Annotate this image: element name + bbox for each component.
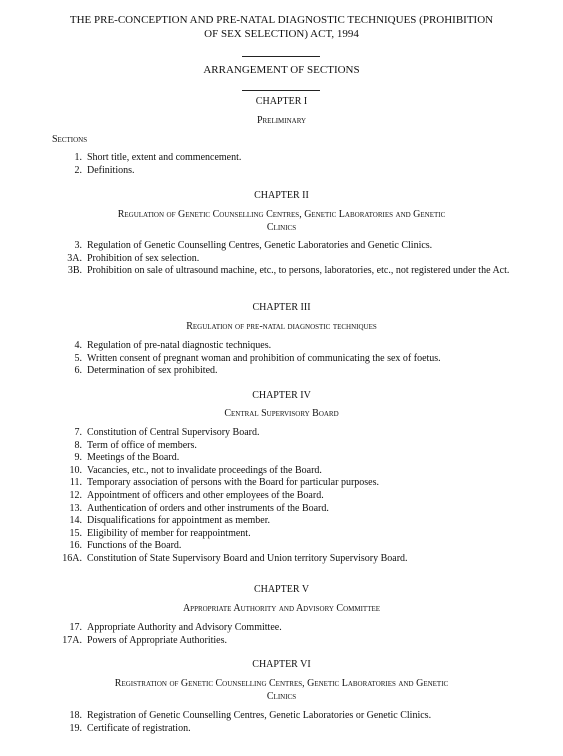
section-number: 10.: [69, 464, 82, 476]
list-item: [52, 490, 522, 503]
section-number: 13.: [69, 502, 82, 514]
list-item: [52, 477, 522, 490]
sections-label: Sections: [52, 134, 88, 145]
section-number: 9.: [74, 452, 82, 464]
section-title: Prohibition on sale of ultrasound machine, etc., to persons, laboratories, etc., not registered under the Act.: [87, 265, 510, 277]
section-title: Regulation of pre-natal diagnostic techniques.: [87, 340, 272, 351]
section-number: 7.: [74, 427, 82, 438]
section-number: 17.: [69, 622, 82, 633]
list-item: [52, 723, 522, 736]
section-title: Written consent of pregnant woman and prohibition of communicating the sex of foetus.: [87, 352, 441, 364]
chapter-5-sections: [52, 622, 522, 647]
section-title: Registration of Genetic Counselling Centres, Genetic Laboratories or Genetic Clinics.: [87, 710, 432, 721]
chapter-6-subtitle: [40, 678, 523, 703]
chapter-6-subtitle-line-1: Registration of Genetic Counselling Centres, Genetic Laboratories and Genetic: [114, 678, 449, 689]
section-title: Vacancies, etc., not to invalidate proceedings of the Board.: [87, 464, 322, 476]
list-item: [52, 503, 522, 516]
section-number: 17A.: [62, 634, 82, 646]
list-item: [52, 440, 522, 453]
section-title: Prohibition of sex selection.: [87, 252, 200, 264]
chapter-2-heading: CHAPTER II: [254, 190, 309, 201]
section-title: Eligibility of member for reappointment.: [87, 527, 251, 539]
section-title: Temporary association of persons with the Board for particular purposes.: [87, 477, 379, 489]
section-title: Determination of sex prohibited.: [87, 365, 218, 377]
section-title: Appropriate Authority and Advisory Committee.: [87, 622, 282, 633]
chapter-6-subtitle-line-2: Clinics: [266, 690, 297, 702]
section-number: 12.: [69, 489, 82, 501]
section-number: 18.: [69, 710, 82, 721]
list-item: [52, 710, 522, 723]
list-item: [52, 340, 522, 353]
section-title: Short title, extent and commencement.: [87, 152, 242, 163]
section-number: 14.: [69, 515, 82, 527]
list-item: [52, 240, 522, 253]
section-number: 11.: [69, 477, 82, 489]
section-title: Functions of the Board.: [87, 540, 182, 552]
list-item: [52, 540, 522, 553]
section-number: 16A.: [62, 552, 82, 564]
section-title: Appointment of officers and other employees of the Board.: [87, 489, 324, 501]
section-title: Powers of Appropriate Authorities.: [87, 634, 227, 646]
section-number: 3B.: [67, 265, 82, 277]
section-title: Definitions.: [87, 164, 135, 176]
chapter-2-sections: [52, 240, 522, 278]
chapter-2-subtitle-line-2: Clinics: [266, 221, 297, 233]
list-item: [52, 427, 522, 440]
list-item: [52, 253, 522, 266]
list-item: [52, 152, 522, 165]
section-number: 15.: [69, 527, 82, 539]
section-title: Disqualifications for appointment as member.: [87, 515, 271, 527]
chapter-5-heading: CHAPTER V: [253, 584, 310, 595]
list-item: [52, 452, 522, 465]
act-title: [40, 14, 523, 41]
divider-rule: [242, 56, 320, 57]
section-number: 5.: [74, 352, 82, 364]
section-number: 16.: [69, 540, 82, 552]
act-title-line-2: OF SEX SELECTION) ACT, 1994: [204, 27, 359, 40]
section-number: 19.: [69, 722, 82, 734]
chapter-1-subtitle: Preliminary: [256, 115, 307, 126]
list-item: [52, 515, 522, 528]
section-number: 3.: [74, 240, 82, 251]
chapter-4-sections: [52, 427, 522, 566]
list-item: [52, 622, 522, 635]
arrangement-heading: ARRANGEMENT OF SECTIONS: [203, 64, 360, 76]
list-item: [52, 553, 522, 566]
list-item: [52, 265, 522, 278]
section-title: Authentication of orders and other instruments of the Board.: [87, 502, 329, 514]
section-title: Meetings of the Board.: [87, 452, 180, 464]
act-title-line-1: THE PRE-CONCEPTION AND PRE-NATAL DIAGNOSTIC TECHNIQUES (PROHIBITION: [69, 14, 494, 26]
list-item: [52, 465, 522, 478]
section-title: Certificate of registration.: [87, 722, 191, 734]
section-number: 3A.: [67, 252, 82, 264]
section-title: Constitution of Central Supervisory Board.: [87, 427, 260, 438]
divider-rule: [242, 90, 320, 91]
section-number: 8.: [74, 439, 82, 451]
chapter-1-heading: CHAPTER I: [255, 96, 308, 107]
section-title: Regulation of Genetic Counselling Centres, Genetic Laboratories and Genetic Clinics.: [87, 240, 433, 251]
section-number: 2.: [74, 164, 82, 176]
chapter-3-sections: [52, 340, 522, 378]
section-title: Term of office of members.: [87, 439, 197, 451]
chapter-4-subtitle: Central Supervisory Board: [224, 408, 339, 419]
list-item: [52, 365, 522, 378]
section-number: 4.: [74, 340, 82, 351]
list-item: [52, 635, 522, 648]
chapter-3-heading: CHAPTER III: [252, 302, 311, 313]
section-title: Constitution of State Supervisory Board and Union territory Supervisory Board.: [87, 552, 408, 564]
section-number: 1.: [74, 152, 82, 163]
chapter-1-sections: [52, 152, 522, 177]
chapter-2-subtitle: [40, 209, 523, 234]
chapter-4-heading: CHAPTER IV: [252, 390, 311, 401]
chapter-5-subtitle: Appropriate Authority and Advisory Committee: [182, 603, 381, 614]
chapter-6-sections: [52, 710, 522, 735]
list-item: [52, 353, 522, 366]
list-item: [52, 528, 522, 541]
chapter-2-subtitle-line-1: Regulation of Genetic Counselling Centres, Genetic Laboratories and Genetic: [117, 209, 446, 220]
chapter-6-heading: CHAPTER VI: [252, 659, 311, 670]
chapter-3-subtitle: Regulation of pre-natal diagnostic techniques: [186, 321, 377, 332]
section-number: 6.: [74, 365, 82, 377]
list-item: [52, 165, 522, 178]
